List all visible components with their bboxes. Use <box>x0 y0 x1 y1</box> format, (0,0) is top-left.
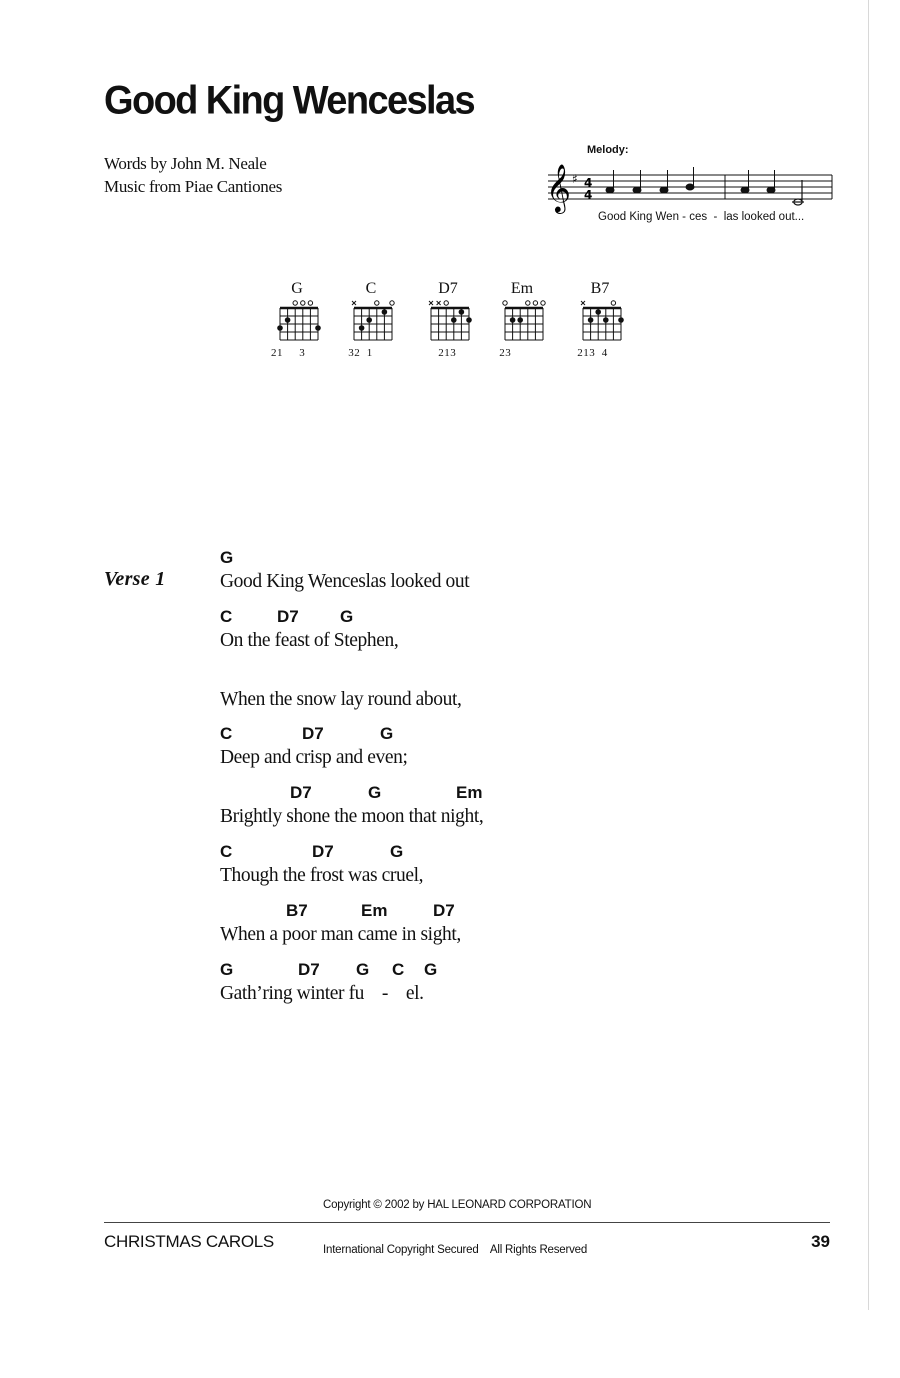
lyric-text: Good King Wenceslas looked out <box>220 571 470 592</box>
lyric-line <box>220 783 483 829</box>
melody-lyric: Good King Wen - ces - las looked out... <box>598 211 805 223</box>
note <box>633 187 641 193</box>
chord-symbol: C <box>220 842 233 861</box>
chord-diagram-d7 <box>418 280 478 359</box>
note <box>606 187 614 193</box>
chord-row <box>220 666 461 688</box>
chord-grid-b7 <box>574 298 626 346</box>
copyright-line-2: International Copyright Secured All Rights Reserved <box>323 1244 588 1256</box>
chord-grid-d7 <box>422 298 474 346</box>
chord-fingering: 23 <box>496 347 512 359</box>
lyric-line <box>220 548 469 594</box>
footer-divider <box>104 1222 830 1223</box>
chord-symbol: Em <box>456 783 483 802</box>
copyright-line-1: Copyright © 2002 by HAL LEONARD CORPORATION <box>323 1199 592 1211</box>
chord-symbol: C <box>392 960 405 979</box>
chord-symbol: G <box>220 960 234 979</box>
lyric-text: On the feast of Stephen, <box>220 630 399 651</box>
note <box>767 187 775 193</box>
chord-grid-c <box>345 298 397 346</box>
chord-symbol: C <box>220 724 233 743</box>
melody-snippet <box>540 140 840 240</box>
chord-row <box>220 960 438 982</box>
lyric-line <box>220 901 461 947</box>
chord-fingering: 21 3 <box>271 347 306 359</box>
note <box>686 184 694 190</box>
note <box>660 187 668 193</box>
chord-row <box>220 724 408 746</box>
lyric-text: When a poor man came in sight, <box>220 924 461 945</box>
chord-diagram-name: D7 <box>438 280 458 297</box>
chord-symbol: D7 <box>298 960 320 979</box>
sharp-icon: ♯ <box>572 172 578 186</box>
chord-symbol: D7 <box>302 724 324 743</box>
chord-symbol: D7 <box>433 901 455 920</box>
chord-diagram-em <box>492 280 552 359</box>
page-number: 39 <box>811 1232 830 1251</box>
book-title: CHRISTMAS CAROLS <box>104 1232 274 1251</box>
words-credit: Words by John M. Neale <box>104 154 267 173</box>
chord-diagram-g <box>267 280 327 359</box>
verse-label: Verse 1 <box>104 568 166 590</box>
chord-row <box>220 901 461 923</box>
chord-fingering: 213 4 <box>574 347 608 359</box>
chord-diagram-name: C <box>365 280 377 297</box>
page-edge-line <box>868 0 869 1310</box>
song-title: Good King Wenceslas <box>104 79 475 123</box>
chord-row <box>220 842 423 864</box>
chord-symbol: G <box>368 783 382 802</box>
chord-symbol: D7 <box>277 607 299 626</box>
chord-diagram-name: G <box>291 280 303 297</box>
chord-symbol: C <box>220 607 233 626</box>
time-sig-bottom: 4 <box>584 188 593 202</box>
melody-staff <box>540 140 840 240</box>
chord-symbol: D7 <box>312 842 334 861</box>
lyric-text: Deep and crisp and even; <box>220 747 408 768</box>
chord-row <box>220 607 398 629</box>
time-sig-top: 4 <box>584 176 593 190</box>
music-credit: Music from Piae Cantiones <box>104 177 283 196</box>
chord-diagram-c <box>341 280 401 359</box>
treble-clef-icon: 𝄞 <box>546 163 571 212</box>
lyric-line <box>220 666 461 712</box>
chord-row <box>220 548 469 570</box>
chord-symbol: G <box>380 724 394 743</box>
chord-symbol: D7 <box>290 783 312 802</box>
note <box>741 187 749 193</box>
lyric-text: Brightly shone the moon that night, <box>220 806 484 827</box>
melody-label: Melody: <box>587 144 629 156</box>
chord-row <box>220 783 483 805</box>
credits <box>104 152 282 198</box>
chord-symbol: G <box>220 548 234 567</box>
chord-symbol: G <box>340 607 354 626</box>
chord-symbol: B7 <box>286 901 308 920</box>
lyric-line <box>220 960 438 1006</box>
chord-symbol: G <box>390 842 404 861</box>
chord-diagram-name: B7 <box>590 280 610 297</box>
lyric-text: Though the frost was cruel, <box>220 865 424 886</box>
lyric-line <box>220 724 408 770</box>
copyright-notice <box>323 1168 591 1273</box>
chord-symbol: Em <box>361 901 388 920</box>
chord-grid-g <box>271 298 323 346</box>
lyric-text: When the snow lay round about, <box>220 689 462 710</box>
chord-diagram-b7 <box>570 280 630 359</box>
lyric-line <box>220 842 423 888</box>
chord-diagram-name: Em <box>510 280 534 297</box>
chord-grid-em <box>496 298 548 346</box>
chord-fingering: 32 1 <box>345 347 373 359</box>
chord-fingering: 213 <box>422 347 457 359</box>
chord-symbol: G <box>356 960 370 979</box>
lyric-text: Gath’ring winter fu - el. <box>220 983 424 1004</box>
chord-symbol: G <box>424 960 438 979</box>
lyric-line <box>220 607 398 653</box>
